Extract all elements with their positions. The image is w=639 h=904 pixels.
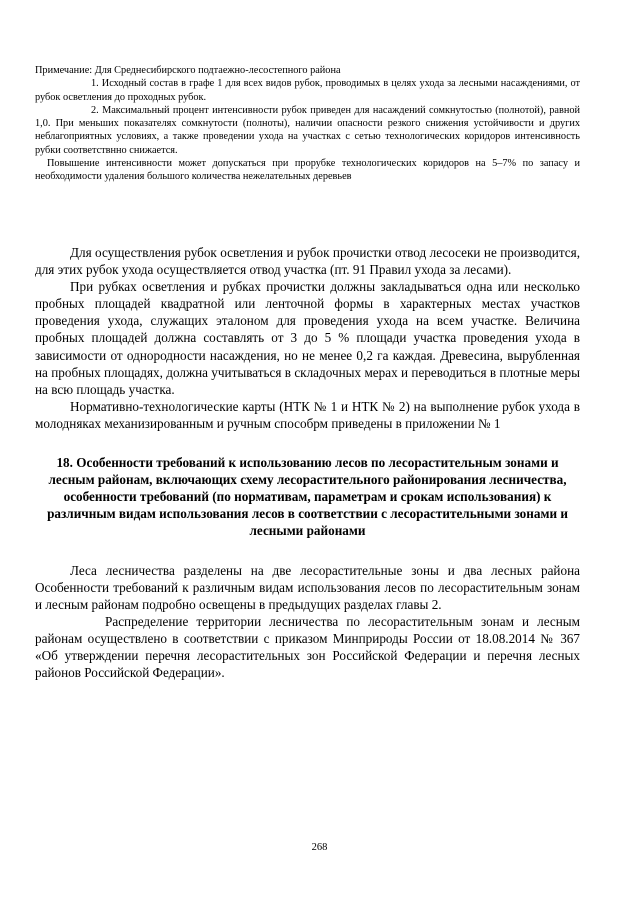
footnote-item-3: Повышение интенсивности может допускаться при прорубке технологических коридоров на 5–7% по запасу и необходимости удаления большого количества нежелательных деревьев <box>35 158 580 183</box>
paragraph: Распределение территории лесничества по лесорастительным зонам и лесным районам осуществлено в соответствии с приказом Минприроды России от 18.08.2014 № 367 «Об утверждении перечня лесорастительных зон Российской Федерации и перечня лесных районов Российской Федерации». <box>35 613 580 681</box>
footnote-item-2: 2. Максимальный процент интенсивности рубок приведен для насаждений сомкнутостью (полнотой), равной 1,0. При меньших показателях сомкнутости (полноты), наличии опасности резкого снижения устойчивости и других неблагоприятных условиях, а также проведении ухода на участках с сетью технологических коридоров интенсивность рубки соответствнно снижается. <box>35 104 580 156</box>
footnote-title: Примечание: Для Среднесибирского подтаежно-лесостепного района <box>35 65 341 76</box>
paragraph: При рубках осветления и рубках прочистки должны закладываться одна или несколько пробных площадей квадратной или ленточной формы в характерных местах участков проведения ухода, служащих эталоном для проведения ухода на всем участке. Величина пробных площадей должна составлять от 3 до 5 % площади участка проведения ухода в зависимости от однородности насаждения, но не менее 0,2 га каждая. Древесина, вырубленная на пробных площадях, должна учитываться в складочных мерах и переводиться в плотные меры на всю площадь участка. <box>35 279 580 397</box>
page-number: 268 <box>311 842 328 853</box>
paragraph: Для осуществления рубок осветления и рубок прочистки отвод лесосеки не производится, для этих рубок ухода осуществляется отвод участка (пт. 91 Правил ухода за лесами). <box>35 245 580 278</box>
table-footnote <box>35 64 580 184</box>
paragraph: Леса лесничества разделены на две лесорастительные зоны и два лесных района Особенности требований к различным видам использования лесов по лесорастительным зонам и лесным районам подробно освещены в предыдущих разделах главы 2. <box>35 562 580 612</box>
footnote-item-1: 1. Исходный состав в графе 1 для всех видов рубок, проводимых в целях ухода за лесными насаждениями, от рубок осветления до проходных рубок. <box>35 78 580 103</box>
paragraph: Нормативно-технологические карты (НТК № 1 и НТК № 2) на выполнение рубок ухода в молодняках механизированным и ручным способрм приведены в приложении № 1 <box>35 398 580 431</box>
main-text <box>35 244 580 681</box>
section-heading: 18. Особенности требований к использованию лесов по лесорастительным зонами и лесным районам, включающих схему лесорастительного районирования лесничества, особенности требований (по нормативам, параметрам и срокам использования) к различным видам использования лесов в соответствии с лесорастительными зонами и лесными районами <box>47 455 568 539</box>
